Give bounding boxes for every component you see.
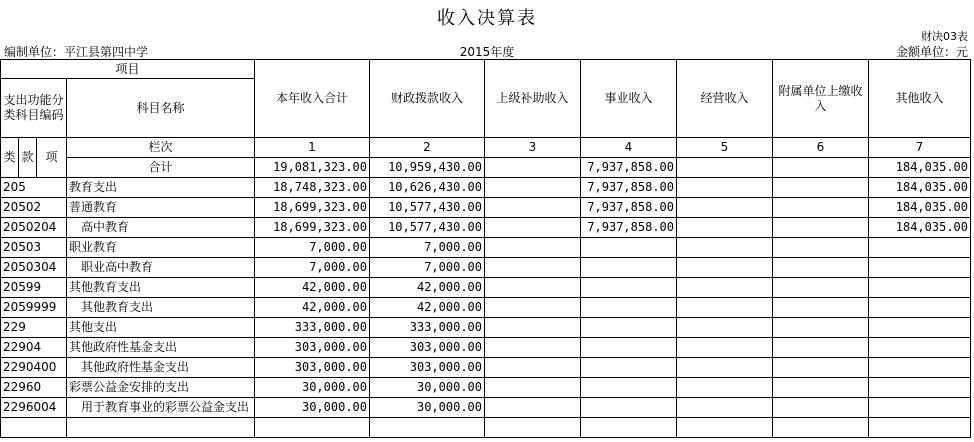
table-row — [1, 278, 971, 298]
amount-other — [869, 378, 971, 398]
amount-other: 184,035.00 — [869, 218, 971, 238]
subject-code: 22960 — [1, 378, 67, 398]
amount-total: 30,000.00 — [255, 378, 370, 398]
amount-fiscal: 10,577,430.00 — [370, 198, 485, 218]
amount-other: 184,035.00 — [869, 178, 971, 198]
amount-fiscal: 303,000.00 — [370, 338, 485, 358]
header-func-code: 支出功能分类科目编码 — [1, 79, 67, 138]
amount-affiliate — [773, 378, 869, 398]
amount-total: 42,000.00 — [255, 278, 370, 298]
meta-row — [0, 42, 974, 58]
amount-operating — [677, 378, 773, 398]
header-item: 项目 — [1, 60, 255, 79]
subject-name: 其他支出 — [67, 318, 255, 338]
amount-business: 7,937,858.00 — [581, 198, 677, 218]
amount-operating — [677, 178, 773, 198]
amount-business — [581, 298, 677, 318]
amount-operating — [677, 418, 773, 438]
amount-total: 18,699,323.00 — [255, 218, 370, 238]
amount-total: 7,000.00 — [255, 258, 370, 278]
col-number: 6 — [773, 138, 869, 158]
amount-superior — [485, 258, 581, 278]
subject-code: 229 — [1, 318, 67, 338]
table-row — [1, 398, 971, 418]
header-affiliate: 附属单位上缴收入 — [773, 60, 869, 138]
amount-operating — [677, 398, 773, 418]
amount-operating — [677, 238, 773, 258]
amount-fiscal: 30,000.00 — [370, 378, 485, 398]
amount-affiliate — [773, 258, 869, 278]
amount-other — [869, 398, 971, 418]
amount-other — [869, 358, 971, 378]
header-other: 其他收入 — [869, 60, 971, 138]
amount-affiliate — [773, 338, 869, 358]
header-superior: 上级补助收入 — [485, 60, 581, 138]
col-number-row — [1, 138, 971, 158]
amount-superior — [485, 398, 581, 418]
subject-code — [1, 418, 67, 438]
total-cell: 7,937,858.00 — [581, 158, 677, 178]
amount-superior — [485, 198, 581, 218]
report-title: 收入决算表 — [437, 8, 537, 29]
subject-name: 其他教育支出 — [67, 278, 255, 298]
amount-superior — [485, 378, 581, 398]
subject-code: 20599 — [1, 278, 67, 298]
amount-total: 7,000.00 — [255, 238, 370, 258]
subject-code: 22904 — [1, 338, 67, 358]
amount-operating — [677, 298, 773, 318]
amount-affiliate — [773, 298, 869, 318]
amount-affiliate — [773, 178, 869, 198]
subject-name: 职业高中教育 — [67, 258, 255, 278]
amount-operating — [677, 358, 773, 378]
amount-other — [869, 338, 971, 358]
amount-total: 303,000.00 — [255, 358, 370, 378]
header-business: 事业收入 — [581, 60, 677, 138]
table-row — [1, 238, 971, 258]
table-row — [1, 338, 971, 358]
amount-operating — [677, 318, 773, 338]
amount-other — [869, 278, 971, 298]
amount-business — [581, 398, 677, 418]
header-lei: 类 — [1, 138, 19, 178]
reporting-unit: 编制单位：平江县第四中学 — [4, 45, 149, 59]
table-number: 财决03表 — [921, 30, 968, 43]
header-operating: 经营收入 — [677, 60, 773, 138]
fiscal-year: 2015年度 — [459, 45, 515, 59]
subject-name: 彩票公益金安排的支出 — [67, 378, 255, 398]
col-number: 3 — [485, 138, 581, 158]
amount-operating — [677, 278, 773, 298]
total-cell — [485, 158, 581, 178]
amount-affiliate — [773, 278, 869, 298]
subject-name: 职业教育 — [67, 238, 255, 258]
amount-other: 184,035.00 — [869, 198, 971, 218]
amount-fiscal: 10,577,430.00 — [370, 218, 485, 238]
table-row — [1, 218, 971, 238]
amount-business — [581, 418, 677, 438]
amount-affiliate — [773, 358, 869, 378]
total-cell — [773, 158, 869, 178]
amount-total: 42,000.00 — [255, 298, 370, 318]
col-number: 2 — [370, 138, 485, 158]
amount-superior — [485, 178, 581, 198]
amount-fiscal: 10,626,430.00 — [370, 178, 485, 198]
subject-code: 20502 — [1, 198, 67, 218]
amount-other — [869, 298, 971, 318]
header-total: 本年收入合计 — [255, 60, 370, 138]
col-number: 1 — [255, 138, 370, 158]
subject-name: 教育支出 — [67, 178, 255, 198]
total-label: 合计 — [67, 158, 255, 178]
amount-fiscal: 303,000.00 — [370, 358, 485, 378]
amount-total: 303,000.00 — [255, 338, 370, 358]
table-row — [1, 378, 971, 398]
col-number: 4 — [581, 138, 677, 158]
header-kuan: 款 — [19, 138, 37, 178]
amount-operating — [677, 218, 773, 238]
amount-total: 18,699,323.00 — [255, 198, 370, 218]
total-row — [1, 158, 971, 178]
amount-fiscal — [370, 418, 485, 438]
amount-superior — [485, 338, 581, 358]
amount-fiscal: 30,000.00 — [370, 398, 485, 418]
amount-fiscal: 42,000.00 — [370, 298, 485, 318]
subject-name: 高中教育 — [67, 218, 255, 238]
subject-code: 2050304 — [1, 258, 67, 278]
amount-business: 7,937,858.00 — [581, 178, 677, 198]
subject-name: 其他教育支出 — [67, 298, 255, 318]
header-xiang: 项 — [37, 138, 67, 178]
amount-other — [869, 238, 971, 258]
amount-fiscal: 7,000.00 — [370, 238, 485, 258]
table-row — [1, 258, 971, 278]
amount-business — [581, 358, 677, 378]
amount-other — [869, 418, 971, 438]
amount-operating — [677, 198, 773, 218]
amount-fiscal: 333,000.00 — [370, 318, 485, 338]
total-cell: 184,035.00 — [869, 158, 971, 178]
table-row — [1, 358, 971, 378]
header-fiscal: 财政拨款收入 — [370, 60, 485, 138]
amount-total: 18,748,323.00 — [255, 178, 370, 198]
subject-name: 用于教育事业的彩票公益金支出 — [67, 398, 255, 418]
subject-name: 其他政府性基金支出 — [67, 338, 255, 358]
table-row — [1, 198, 971, 218]
subject-name — [67, 418, 255, 438]
amount-superior — [485, 218, 581, 238]
col-number: 5 — [677, 138, 773, 158]
amount-affiliate — [773, 318, 869, 338]
currency-unit: 金额单位：元 — [895, 45, 968, 59]
table-row — [1, 298, 971, 318]
amount-superior — [485, 318, 581, 338]
subject-name: 普通教育 — [67, 198, 255, 218]
income-table — [0, 59, 971, 438]
amount-fiscal: 7,000.00 — [370, 258, 485, 278]
amount-affiliate — [773, 418, 869, 438]
total-cell: 10,959,430.00 — [370, 158, 485, 178]
amount-fiscal: 42,000.00 — [370, 278, 485, 298]
subject-code: 20503 — [1, 238, 67, 258]
amount-superior — [485, 278, 581, 298]
total-cell: 19,081,323.00 — [255, 158, 370, 178]
subject-code: 2059999 — [1, 298, 67, 318]
header-subject-name: 科目名称 — [67, 79, 255, 138]
table-row — [1, 318, 971, 338]
amount-other — [869, 318, 971, 338]
amount-affiliate — [773, 398, 869, 418]
amount-business: 7,937,858.00 — [581, 218, 677, 238]
subject-name: 其他政府性基金支出 — [67, 358, 255, 378]
amount-business — [581, 258, 677, 278]
amount-total: 333,000.00 — [255, 318, 370, 338]
amount-superior — [485, 358, 581, 378]
amount-operating — [677, 338, 773, 358]
table-row — [1, 178, 971, 198]
amount-business — [581, 318, 677, 338]
amount-affiliate — [773, 198, 869, 218]
amount-total: 30,000.00 — [255, 398, 370, 418]
total-cell — [677, 158, 773, 178]
amount-total — [255, 418, 370, 438]
subject-code: 205 — [1, 178, 67, 198]
amount-operating — [677, 258, 773, 278]
amount-affiliate — [773, 218, 869, 238]
subject-code: 2290400 — [1, 358, 67, 378]
header-col-no: 栏次 — [67, 138, 255, 158]
amount-business — [581, 378, 677, 398]
amount-superior — [485, 238, 581, 258]
header-row-1 — [1, 60, 971, 79]
amount-business — [581, 238, 677, 258]
col-number: 7 — [869, 138, 971, 158]
amount-affiliate — [773, 238, 869, 258]
amount-business — [581, 338, 677, 358]
table-row — [1, 418, 971, 438]
amount-other — [869, 258, 971, 278]
amount-superior — [485, 298, 581, 318]
amount-superior — [485, 418, 581, 438]
subject-code: 2050204 — [1, 218, 67, 238]
amount-business — [581, 278, 677, 298]
subject-code: 2296004 — [1, 398, 67, 418]
